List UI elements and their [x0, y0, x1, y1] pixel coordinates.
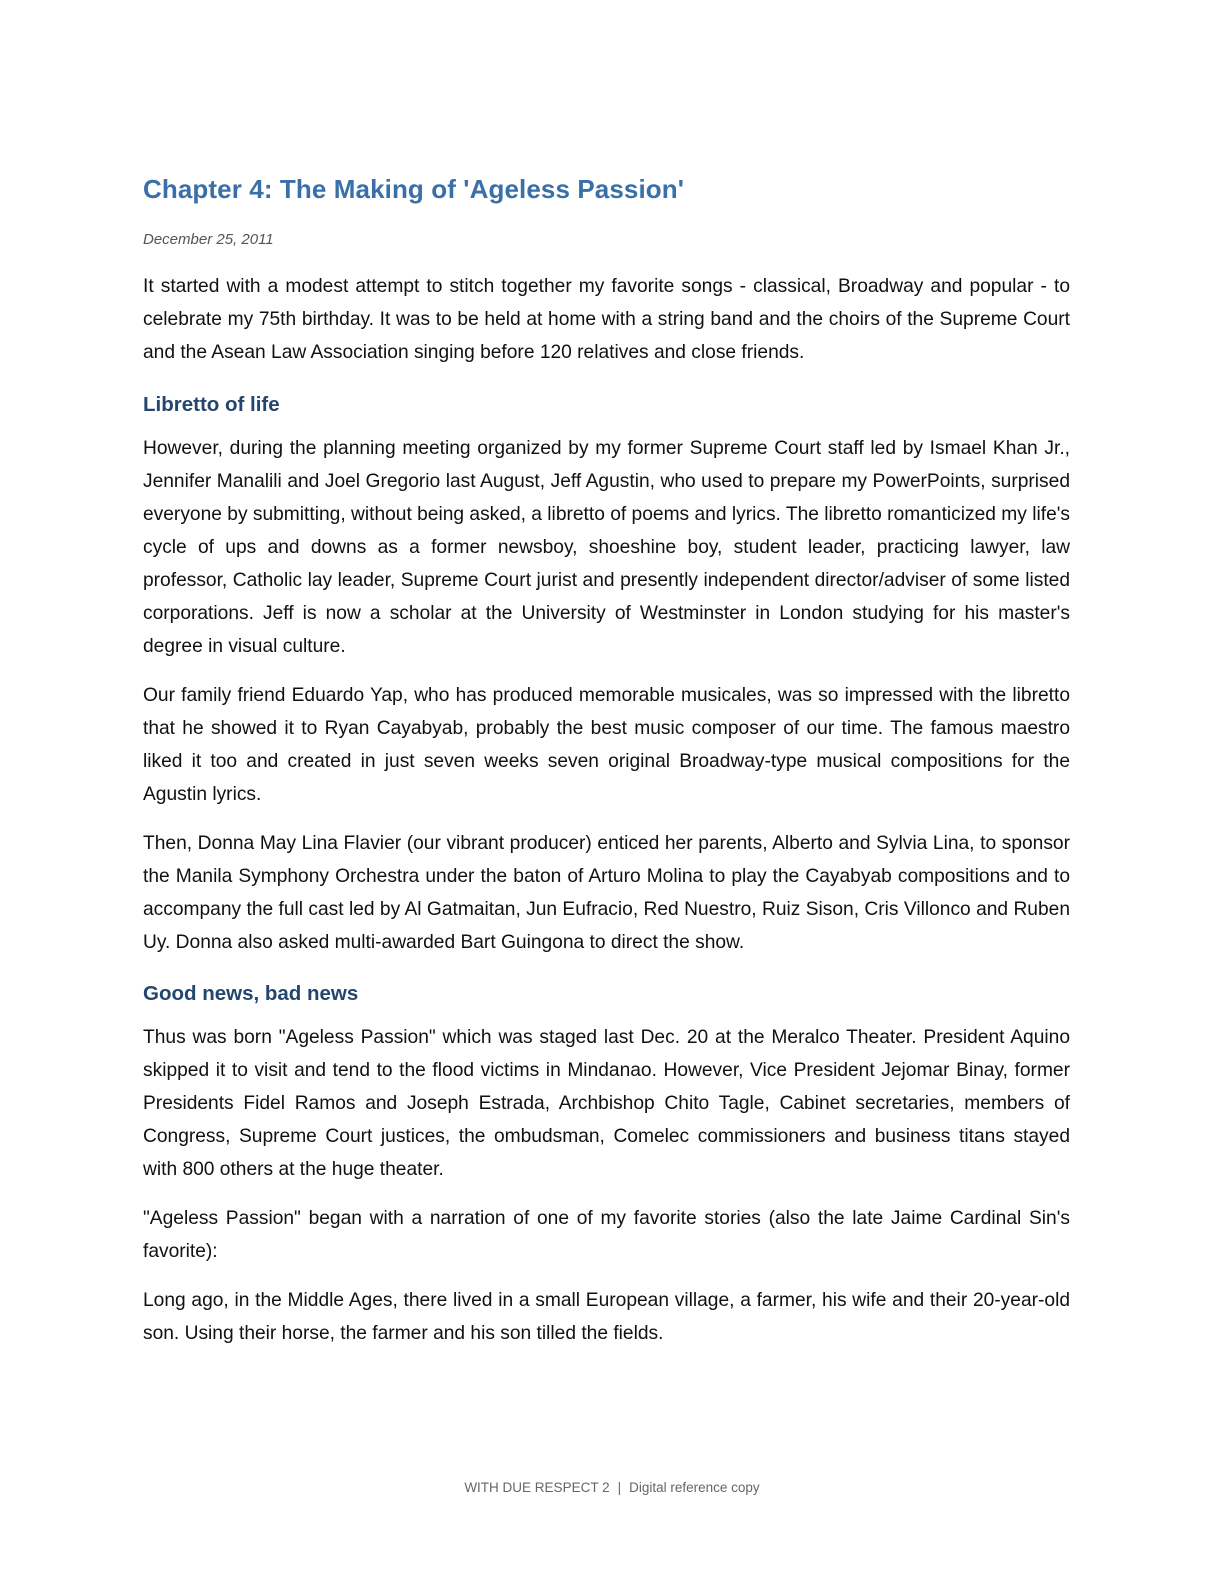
footer-separator: | [617, 1480, 622, 1495]
publication-date: December 25, 2011 [143, 231, 274, 248]
body-paragraph: Thus was born "Ageless Passion" which was staged last Dec. 20 at the Meralco Theater. President Aquino skipped it to visit and tend to the flood victims in Mindanao. However, Vice President Jejomar Binay, former Presidents Fidel Ramos and Joseph Estrada, Archbishop Chito Tagle, Cabinet secretaries, members of Congress, Supreme Court justices, the ombudsman, Comelec commissioners and business titans stayed with 800 others at the huge theater. [143, 1027, 1070, 1180]
page-footer [0, 1478, 1224, 1498]
body-paragraph: Then, Donna May Lina Flavier (our vibrant producer) enticed her parents, Alberto and Sylvia Lina, to sponsor the Manila Symphony Orchestra under the baton of Arturo Molina to play the Cayabyab compositions and to accompany the full cast led by Al Gatmaitan, Jun Eufracio, Red Nuestro, Ruiz Sison, Cris Villonco and Ruben Uy. Donna also asked multi-awarded Bart Guingona to direct the show. [143, 833, 1070, 953]
section-heading-libretto-of-life: Libretto of life [143, 393, 280, 416]
body-paragraph: Long ago, in the Middle Ages, there lived in a small European village, a farmer, his wife and their 20-year-old son. Using their horse, the farmer and his son tilled the fields. [143, 1290, 1070, 1344]
section-heading-good-news-bad-news: Good news, bad news [143, 982, 359, 1005]
body-paragraph: However, during the planning meeting organized by my former Supreme Court staff led by Ismael Khan Jr., Jennifer Manalili and Joel Gregorio last August, Jeff Agustin, who used to prepare my PowerPoints, surprised everyone by submitting, without being asked, a libretto of poems and lyrics. The libretto romanticized my life's cycle of ups and downs as a former newsboy, shoeshine boy, student leader, practicing lawyer, law professor, Catholic lay leader, Supreme Court jurist and presently independent director/adviser of some listed corporations. Jeff is now a scholar at the University of Westminster in London studying for his master's degree in visual culture. [143, 438, 1070, 657]
footer-book-title: WITH DUE RESPECT 2 [464, 1480, 610, 1495]
chapter-title: Chapter 4: The Making of 'Ageless Passion' [143, 174, 685, 204]
body-paragraph: "Ageless Passion" began with a narration of one of my favorite stories (also the late Jaime Cardinal Sin's favorite): [143, 1208, 1070, 1262]
footer-copy-note: Digital reference copy [629, 1480, 760, 1495]
document-page [143, 170, 1070, 1350]
body-paragraph: Our family friend Eduardo Yap, who has produced memorable musicales, was so impressed with the libretto that he showed it to Ryan Cayabyab, probably the best music composer of our time. The famous maestro liked it too and created in just seven weeks seven original Broadway-type musical compositions for the Agustin lyrics. [143, 685, 1070, 805]
intro-paragraph: It started with a modest attempt to stitch together my favorite songs - classical, Broadway and popular - to celebrate my 75th birthday. It was to be held at home with a string band and the choirs of the Supreme Court and the Asean Law Association singing before 120 relatives and close friends. [143, 276, 1070, 363]
